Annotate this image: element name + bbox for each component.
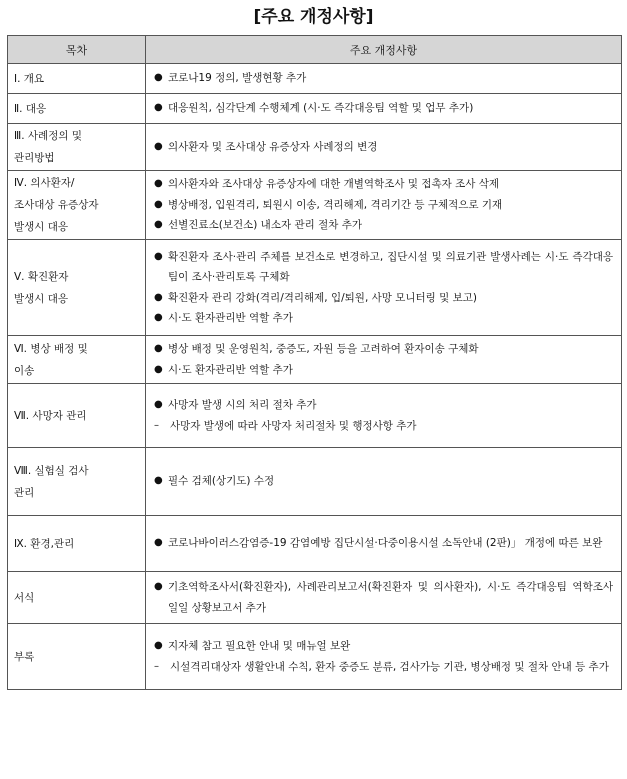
revision-item-text: 선별진료소(보건소) 내소자 관리 절차 추가 xyxy=(168,219,362,232)
header-contents: 목차 xyxy=(8,36,146,64)
revision-item xyxy=(154,247,613,288)
revision-item-text: 확진환자 관리 강화(격리/격리해제, 입/퇴원, 사망 모니터링 및 보고) xyxy=(168,291,478,304)
revision-item xyxy=(154,636,613,657)
section-title-line: Ⅰ. 개요 xyxy=(14,72,45,85)
section-title-line: Ⅲ. 사례정의 및 xyxy=(14,130,82,142)
section-cell xyxy=(8,171,146,240)
bullet-icon: ● xyxy=(154,640,163,651)
revision-item-text: 지자체 참고 필요한 안내 및 매뉴얼 보완 xyxy=(168,640,351,652)
revision-item-text: 확진환자 조사·관리 주체를 보건소로 변경하고, 집단시설 및 의료기관 발생사례는 시·도 즉각대응팀이 조사·관리토록 구체화 xyxy=(168,250,613,283)
table-row xyxy=(8,124,622,171)
revision-item xyxy=(154,339,613,360)
section-title-line: Ⅸ. 환경,관리 xyxy=(14,537,75,550)
section-title-line: 발생시 대응 xyxy=(14,292,69,305)
table-row xyxy=(8,94,622,124)
section-title-line: Ⅱ. 대응 xyxy=(14,102,47,115)
section-cell xyxy=(8,124,146,171)
revision-cell xyxy=(146,516,622,572)
revision-cell xyxy=(146,624,622,690)
section-cell xyxy=(8,448,146,516)
revision-item-text: 병상배정, 입원격리, 퇴원시 이송, 격리해제, 격리기간 등 구체적으로 기재 xyxy=(168,198,503,211)
table-row xyxy=(8,516,622,572)
section-cell xyxy=(8,572,146,624)
bullet-icon: ● xyxy=(154,291,163,303)
section-title-line: Ⅴ. 확진환자 xyxy=(14,270,69,283)
revision-cell xyxy=(146,171,622,240)
revision-item xyxy=(154,288,613,309)
bullet-icon: ● xyxy=(154,399,163,410)
revision-item-text: 코로나19 정의, 발생현황 추가 xyxy=(168,72,307,85)
bullet-icon: ● xyxy=(154,178,163,190)
revision-item xyxy=(154,98,613,119)
table-header-row xyxy=(8,36,622,64)
revision-item-text: 시·도 환자관리반 역할 추가 xyxy=(168,363,293,376)
revision-item xyxy=(154,137,613,158)
table-row xyxy=(8,624,622,690)
section-title-line: Ⅳ. 의사환자/ xyxy=(14,177,75,189)
revision-item-text: 시설격리대상자 생활안내 수칙, 환자 중증도 분류, 검사가능 기관, 병상배정 및 절차 안내 등 추가 xyxy=(170,660,609,673)
revision-item-text: 사망자 발생 시의 처리 절차 추가 xyxy=(168,399,317,411)
section-title-line: Ⅶ. 사망자 관리 xyxy=(14,409,87,422)
bullet-icon: ● xyxy=(154,102,163,114)
section-title-line: 발생시 대응 xyxy=(14,221,69,233)
section-title-line: 서식 xyxy=(14,591,35,604)
section-cell xyxy=(8,64,146,94)
revision-cell xyxy=(146,336,622,384)
revision-item xyxy=(154,533,613,554)
revision-item xyxy=(154,577,613,618)
dash-icon: – xyxy=(154,419,159,431)
revision-cell xyxy=(146,384,622,448)
bullet-icon: ● xyxy=(154,343,163,354)
table-row xyxy=(8,64,622,94)
section-title-line: 관리방법 xyxy=(14,152,55,164)
bullet-icon: ● xyxy=(154,140,163,152)
section-title-line: 관리 xyxy=(14,486,35,499)
revision-item-text: 병상 배정 및 운영원칙, 중증도, 자원 등을 고려하여 환자이송 구체화 xyxy=(168,343,479,355)
revision-item xyxy=(154,657,613,678)
revision-item-text: 시·도 환자관리반 역할 추가 xyxy=(168,312,293,324)
page-title: [주요 개정사항] xyxy=(253,7,374,27)
bullet-icon: ● xyxy=(154,537,163,549)
bullet-icon: ● xyxy=(154,581,163,592)
section-title-line: 부록 xyxy=(14,650,35,663)
section-title-line: Ⅵ. 병상 배정 및 xyxy=(14,342,88,355)
revision-cell xyxy=(146,240,622,336)
dash-icon: – xyxy=(154,660,159,672)
revision-item xyxy=(154,360,613,381)
table-row xyxy=(8,240,622,336)
table-row xyxy=(8,171,622,240)
bullet-icon: ● xyxy=(154,475,163,487)
bullet-icon: ● xyxy=(154,219,163,231)
revision-item xyxy=(154,308,613,329)
revision-item xyxy=(154,395,613,416)
revision-item-text: 대응원칙, 심각단계 수행체계 (시·도 즉각대응팀 역할 및 업무 추가) xyxy=(168,102,474,115)
revision-item-text: 필수 검체(상기도) 수정 xyxy=(168,475,275,488)
section-title-line: 이송 xyxy=(14,364,35,377)
revision-item-text: 코로나바이러스감염증-19 감염예방 집단시설·다중이용시설 소독안내 (2판)」 개정에 따른 보완 xyxy=(168,537,603,550)
revision-item xyxy=(154,68,613,89)
revision-item xyxy=(154,195,613,216)
revision-cell xyxy=(146,124,622,171)
revision-table xyxy=(7,35,622,690)
table-row xyxy=(8,336,622,384)
section-cell xyxy=(8,336,146,384)
section-cell xyxy=(8,240,146,336)
bullet-icon: ● xyxy=(154,250,163,262)
section-title-line: Ⅷ. 실험실 검사 xyxy=(14,464,89,477)
table-row xyxy=(8,384,622,448)
revision-item xyxy=(154,416,613,437)
revision-item-text: 의사환자와 조사대상 유증상자에 대한 개별역학조사 및 접촉자 조사 삭제 xyxy=(168,178,499,191)
bullet-icon: ● xyxy=(154,198,163,210)
bullet-icon: ● xyxy=(154,72,163,84)
table-body xyxy=(8,64,622,690)
revision-cell xyxy=(146,64,622,94)
bullet-icon: ● xyxy=(154,312,163,323)
revision-item-text: 사망자 발생에 따라 사망자 처리절차 및 행정사항 추가 xyxy=(170,419,417,432)
section-cell xyxy=(8,516,146,572)
section-cell xyxy=(8,384,146,448)
bullet-icon: ● xyxy=(154,363,163,375)
section-title-line: 조사대상 유증상자 xyxy=(14,199,99,211)
revision-cell xyxy=(146,94,622,124)
table-row xyxy=(8,572,622,624)
revision-item xyxy=(154,215,613,236)
revision-item xyxy=(154,174,613,195)
revision-item-text: 기초역학조사서(확진환자), 사례관리보고서(확진환자 및 의사환자), 시·도 즉각대응팀 역학조사 일일 상황보고서 추가 xyxy=(168,581,613,614)
revision-cell xyxy=(146,448,622,516)
section-cell xyxy=(8,94,146,124)
table-row xyxy=(8,448,622,516)
revision-item-text: 의사환자 및 조사대상 유증상자 사례정의 변경 xyxy=(168,140,378,153)
section-cell xyxy=(8,624,146,690)
header-major-revisions: 주요 개정사항 xyxy=(146,36,622,64)
revision-item xyxy=(154,471,613,492)
revision-cell xyxy=(146,572,622,624)
